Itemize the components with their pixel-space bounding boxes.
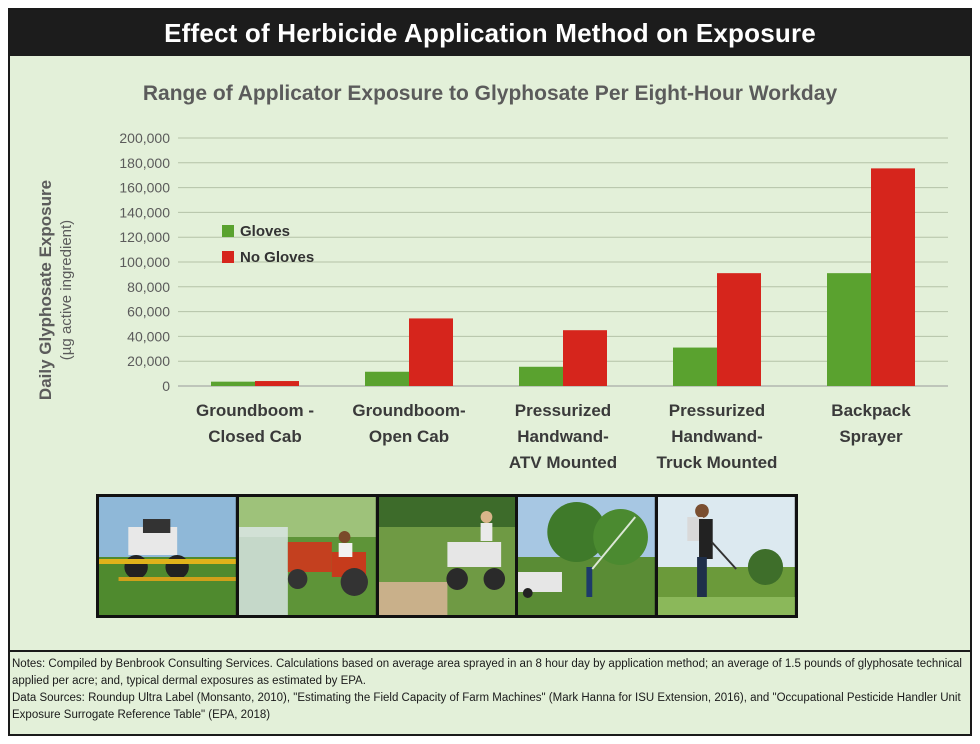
y-tick-label: 100,000 [119, 254, 170, 270]
x-category-label: Groundboom- Open Cab [352, 401, 466, 446]
y-tick-label: 200,000 [119, 130, 170, 146]
x-category-label: Pressurized Handwand- ATV Mounted [508, 401, 618, 472]
photo-handwand-atv [379, 497, 516, 615]
x-category-label: Pressurized Handwand- Truck Mounted [656, 401, 778, 472]
y-tick-label: 160,000 [119, 179, 170, 196]
bar-gloves [365, 372, 409, 386]
y-tick-label: 180,000 [119, 154, 170, 171]
y-tick-label: 0 [162, 378, 170, 394]
y-axis-label-line2: (µg active ingredient) [58, 219, 75, 361]
bar-no-gloves [871, 168, 915, 386]
x-category-label: Groundboom - Closed Cab [195, 401, 315, 446]
photo-strip [96, 494, 798, 618]
legend [222, 218, 314, 270]
notes-sources: Data Sources: Roundup Ultra Label (Monsanto, 2010), "Estimating the Field Capacity of Farm Machines" (Mark Hanna for ISU Extension, 2016), and "Occupational Pesticide Handler Unit Exposure Surrogate Reference Table" (EPA, 2018) [12, 692, 961, 721]
legend-label-gloves: Gloves [240, 222, 291, 240]
infographic-frame [8, 8, 972, 736]
bar-gloves [827, 273, 871, 386]
photo-backpack-sprayer [658, 497, 795, 615]
photo-groundboom-closed-cab [99, 497, 236, 615]
header-title: Effect of Herbicide Application Method on Exposure [10, 10, 970, 56]
legend-swatch-no-gloves [222, 251, 234, 263]
y-tick-label: 80,000 [127, 278, 170, 295]
y-tick-label: 60,000 [127, 303, 170, 320]
bar-no-gloves [563, 330, 607, 386]
bar-no-gloves [255, 381, 299, 386]
x-category-label: Backpack Sprayer [831, 401, 911, 446]
legend-swatch-gloves [222, 225, 234, 237]
notes-line1: Notes: Compiled by Benbrook Consulting Services. Calculations based on average area sprayed in an 8 hour day by application method; an average of 1.5 pounds of glyphosate technical applied per acre; and, typical dermal exposures as estimated by EPA. [12, 658, 962, 687]
photo-handwand-truck [518, 497, 655, 615]
y-tick-label: 20,000 [127, 353, 170, 370]
bar-gloves [673, 348, 717, 386]
legend-label-no-gloves: No Gloves [240, 248, 315, 266]
legend-item-gloves [222, 218, 314, 244]
y-tick-label: 40,000 [127, 328, 170, 345]
chart-title: Range of Applicator Exposure to Glyphosate Per Eight-Hour Workday [142, 82, 838, 105]
y-tick-label: 120,000 [119, 229, 170, 246]
y-axis-label-line1: Daily Glyphosate Exposure [36, 179, 55, 401]
bar-gloves [211, 382, 255, 386]
notes [10, 650, 970, 736]
bar-no-gloves [409, 318, 453, 386]
bar-no-gloves [717, 273, 761, 386]
photo-groundboom-open-cab [239, 497, 376, 615]
legend-item-no-gloves [222, 244, 314, 270]
y-tick-label: 140,000 [119, 204, 170, 221]
bar-gloves [519, 367, 563, 386]
